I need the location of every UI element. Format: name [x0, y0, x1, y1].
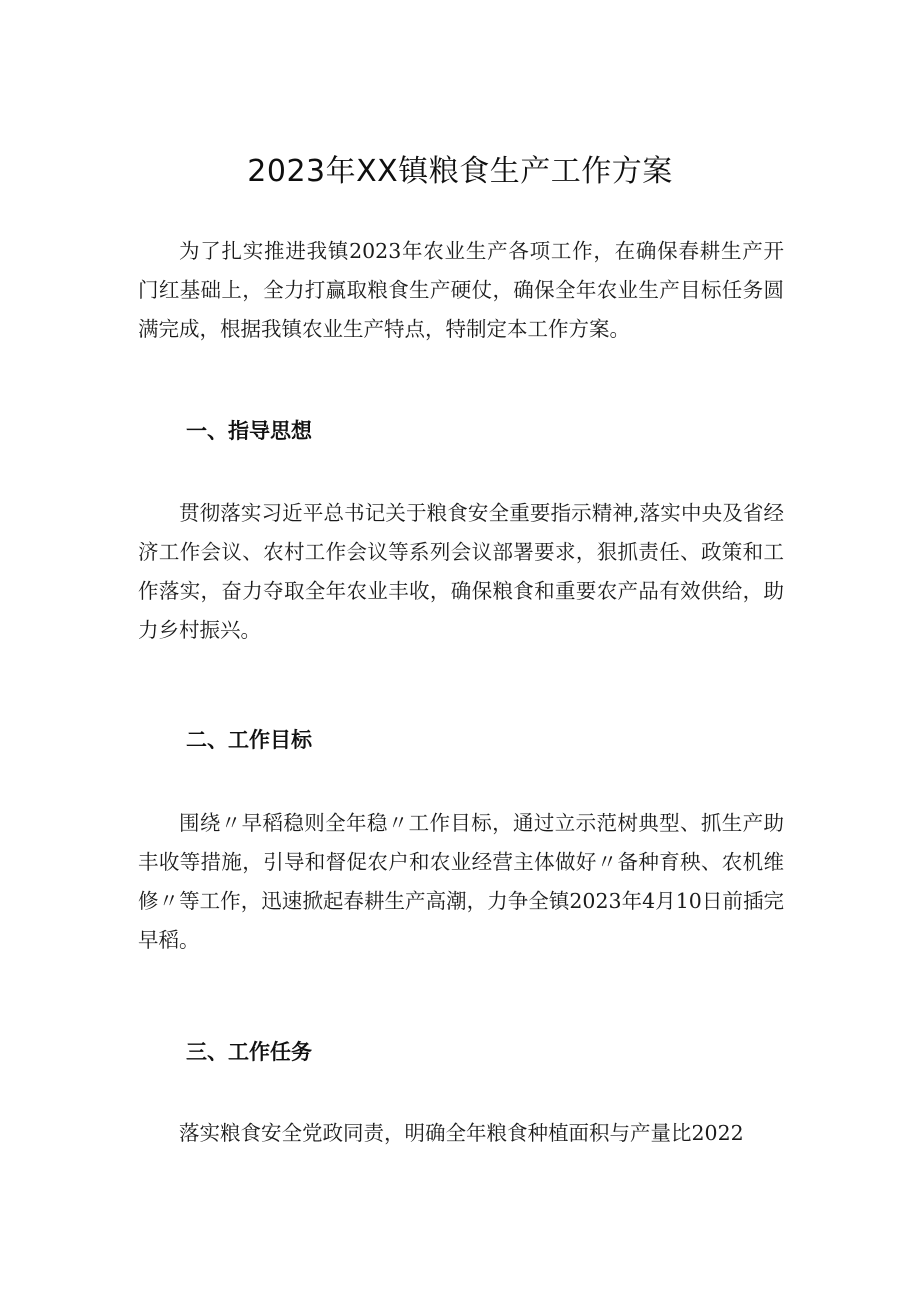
- section-body-work-tasks: 落实粮食安全党政同责，明确全年粮食种植面积与产量比2022: [179, 1121, 744, 1145]
- section-body-work-goals: 围绕〃早稻稳则全年稳〃工作目标，通过立示范树典型、抓生产助丰收等措施，引导和督促农户和农业经营主体做好〃备种育秧、农机维修〃等工作，迅速掀起春耕生产高潮，力争全镇2023年4月10日前插完早稻。: [138, 811, 784, 952]
- intro-paragraph: 为了扎实推进我镇2023年农业生产各项工作，在确保春耕生产开门红基础上，全力打赢取粮食生产硬仗，确保全年农业生产目标任务圆满完成，根据我镇农业生产特点，特制定本工作方案。: [138, 239, 784, 341]
- section-heading-guiding-ideology: 一、指导思想: [186, 419, 312, 443]
- section-body-guiding-ideology: 贯彻落实习近平总书记关于粮食安全重要指示精神,落实中央及省经济工作会议、农村工作会议等系列会议部署要求，狠抓责任、政策和工作落实，奋力夺取全年农业丰收，确保粮食和重要农产品有效供给，助力乡村振兴。: [138, 501, 784, 642]
- section-heading-work-tasks: 三、工作任务: [186, 1040, 312, 1064]
- section-heading-work-goals: 二、工作目标: [186, 728, 312, 752]
- document-title: 2023年XX镇粮食生产工作方案: [247, 154, 673, 189]
